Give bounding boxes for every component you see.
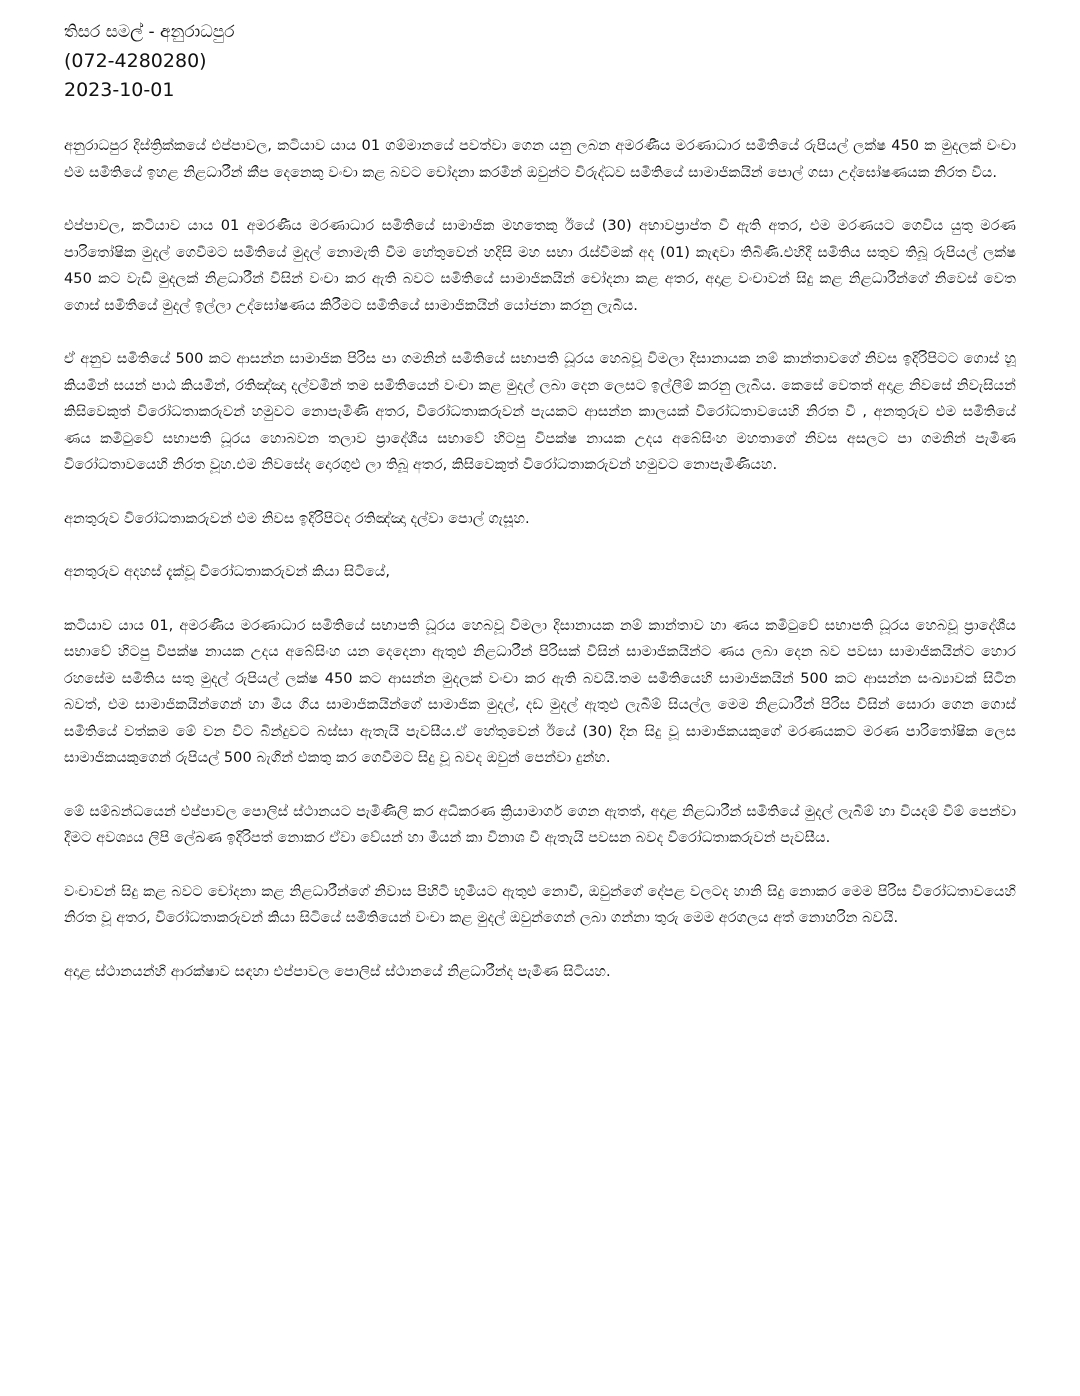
- byline-header: [64, 18, 1016, 105]
- paragraph: එප්පාවල, කටියාව යාය 01 අමරණීය මරණාධාර සමිතියේ සාමාජික මහතෙකු ඊයේ (30) අභාවප්‍රාප්ත වී ඇති අතර, එම මරණයට ගෙවිය යුතු මරණ පාරිතෝෂික මුදල් ගෙවීමට සමිතියේ මුදල් නොමැති වීම හේතුවෙන් හදිසි මහ සභා රැස්වීමක් අද (01) කැඳවා තිබිණි.එහිදී සමිතිය සතුව තිබූ රුපියල් ලක්ෂ 450 කට වැඩි මුදලක් නිළධාරීන් විසින් වංචා කර ඇති බවට සමිතියේ සාමාජිකයින් චෝදනා කළ අතර, අදාළ වංචාවන් සිදු කළ නිළධාරීන්ගේ නිවෙස් වෙත ගොස් සමිතියේ මුදල් ඉල්ලා උද්ඝෝෂණය කිරීමට සමිතියේ සාමාජිකයින් යෝජනා කරනු ලැබීය.: [64, 217, 1016, 314]
- paragraph: ඒ අනුව සමිතියේ 500 කට ආසන්න සාමාජික පිරිස පා ගමනින් සමිතියේ සභාපති ධූරය හෙබවූ විමලා දිසානායක නම් කාන්තාවගේ නිවස ඉදිරිපිටට ගොස් හූ කියමින් සයන් පාඨ කියමින්, රතිඤ්ඤා දල්වමින් තම සමිතියෙන් වංචා කළ මුදල් ලබා දෙන ලෙසට ඉල්ලීම් කරනු ලැබීය. කෙසේ වෙතත් අදාළ නිවසේ නිවැසියන් කිසිවෙකුත් විරෝධතාකරුවන් හමුවට නොපැමිණි අතර, විරෝධතාකරුවන් පැයකට ආසන්න කාලයක් විරෝධතාවයෙහි නිරත වී , අනතුරුව එම සමිතියේ ණය කමිටුවේ සභාපති ධූරය හොබවන තලාව ප්‍රාදේශීය සභාවේ හිටපු විපක්ෂ නායක උදය අබේසිංහ මහතාගේ නිවස අසලට පා ගමනින් පැමිණ විරෝධතාවයෙහි නිරත වූහ.එම නිවසේද දොරගුළු ලා තිබූ අතර, කිසිවෙකුත් විරෝධතාකරුවන් හමුවට නොපැමිණියහ.: [64, 350, 1016, 473]
- paragraph: අනතුරුව විරෝධතාකරුවන් එම නිවස ඉදිරිපිටද රතිඤ්ඤා දල්වා පොල් ගැසූහ.: [64, 509, 530, 527]
- article-date: 2023-10-01: [64, 79, 175, 101]
- paragraph: මේ සම්බන්ධයෙන් එප්පාවල පොලිස් ස්ථානයට පැමිණිලි කර අධිකරණ ක්‍රියාමාර්ග ගෙන ඇතත්, අදාළ නිළධාරීන් සමිතියේ මුදල් ලැබීම් හා වියදම් වීම් පෙන්වා දීමට අවශ්‍යය ලිපි ලේඛණ ඉදිරිපත් නොකර ඒවා වේයන් හා මීයන් කා විනාශ වී ඇතැයි පවසන බවද විරෝධතාකරුවන් පැවසීය.: [64, 802, 1016, 846]
- paragraph: කටියාව යාය 01, අමරණීය මරණාධාර සමිතියේ සභාපති ධූරය හෙබවූ විමලා දිසානායක නම් කාන්තාව හා ණය කමිටුවේ සභාපති ධූරය හෙබවූ ප්‍රාදේශීය සභාවේ හිටපු විපක්ෂ නායක උදය අබේසිංහ යන දෙදෙනා ඇතුළු නිළධාරීන් පිරිසක් විසින් සාමාජිකයින්ට ණය ලබා දෙන බව පවසා සාමාජිකයින්ට හොර රහසේම සමිතිය සතු මුදල් රුපියල් ලක්ෂ 450 කට ආසන්න මුදලක් වංචා කර ඇති බවයි.තම සමිතියෙහි සාමාජිකයින් 500 කට ආසන්න සංඛ්‍යාවක් සිටින බවත්, එම සාමාජිකයින්ගෙන් හා මිය ගිය සාමාජිකයින්ගේ සාමාජික මුදල්, දඩ මුදල් ඇතුළු ලැබීම් සියල්ල මෙම නිළධාරීන් පිරිස විසින් සොරා ගෙන ගොස් සමිතියේ වත්කම මේ වන විට බින්දුවට බස්සා ඇතැයි පැවසීය.ඒ හේතුවෙන් ඊයේ (30) දින සිදු වූ සාමාජිකයකුගේ මරණයකට මරණ පාරිතෝෂික ලෙස සාමාජිකයකුගෙන් රුපියල් 500 බැගින් එකතු කර ගෙවීමට සිදු වූ බවද ඔවුන් පෙන්වා දුන්හ.: [64, 616, 1016, 766]
- paragraph: අනුරාධපුර දිස්ත්‍රික්කයේ එප්පාවල, කටියාව යාය 01 ගම්මානයේ පවත්වා ගෙන යනු ලබන අමරණීය මරණාධාර සමිතියේ රුපියල් ලක්ෂ 450 ක මුදලක් වංචා එම සමිතියේ ඉහළ නිළධාරීන් කීප දෙනෙකු වංචා කළ බවට චෝදනා කරමින් ඔවුන්ට විරුද්ධව සමිතියේ සාමාජිකයින් පොල් ගසා උද්ඝෝෂණයක නිරත විය.: [64, 137, 1016, 181]
- paragraph: වංචාවන් සිදු කළ බවට චෝදනා කළ නිළධාරීන්ගේ නිවාස පිහිටි භූමියට ඇතුළු නොවී, ඔවුන්ගේ දේපළ වලටද හානි සිදු නොකර මෙම පිරිස විරෝධතාවයෙහි නිරත වූ අතර, විරෝධතාකරුවන් කියා සිටියේ සමිතියෙන් වංචා කළ මුදල් ඔවුන්ගෙන් ලබා ගන්නා තුරු මෙම අරගලය අත් නොහරින බවයි.: [64, 882, 1016, 926]
- article-body: [64, 133, 1016, 985]
- author-location: තිසර සමල් - අනුරාධපුර: [64, 22, 235, 42]
- paragraph: අදාළ ස්ථානයන්හි ආරක්ෂාව සඳහා එප්පාවල පොලිස් ස්ථානයේ නිළධාරීන්ද පැමිණ සිටියහ.: [64, 962, 611, 980]
- phone-number: (072-4280280): [64, 50, 207, 72]
- paragraph: අනතුරුව අදහස් දැක්වූ විරෝධතාකරුවන් කියා සිටියේ,: [64, 563, 390, 580]
